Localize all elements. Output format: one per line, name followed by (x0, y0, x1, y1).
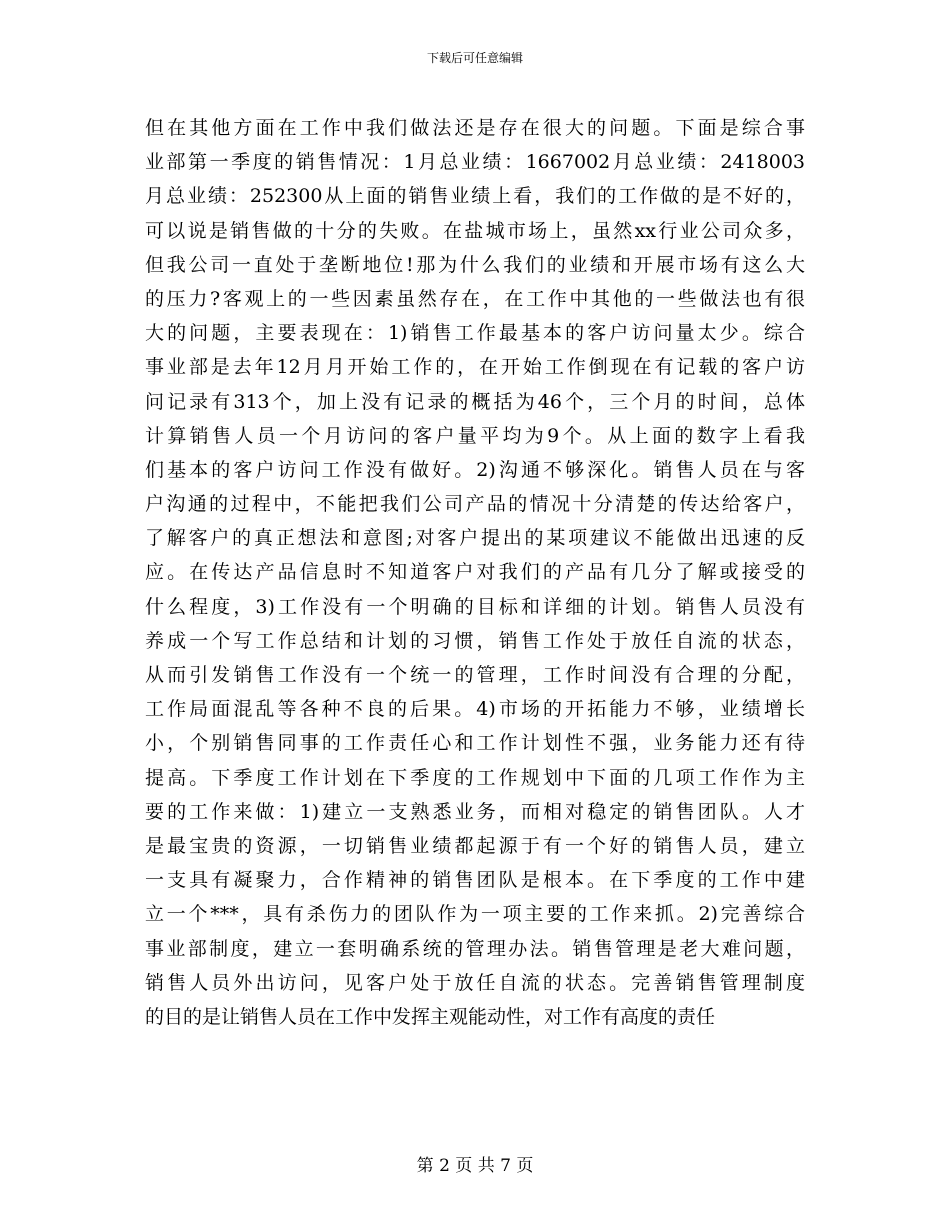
text-line: 小，个别销售同事的工作责任心和工作计划性不强，业务能力还有待 (145, 732, 805, 755)
text-line: 户沟通的过程中，不能把我们公司产品的情况十分清楚的传达给客户， (145, 493, 805, 516)
text-line: 一支具有凝聚力，合作精神的销售团队是根本。在下季度的工作中建 (145, 869, 805, 892)
text-line: 业部第一季度的销售情况：1月总业绩：1667002月总业绩：2418003 (145, 151, 805, 174)
text-line: 应。在传达产品信息时不知道客户对我们的产品有几分了解或接受的 (145, 561, 805, 584)
text-line: 从而引发销售工作没有一个统一的管理，工作时间没有合理的分配， (145, 664, 805, 686)
page-number: 第 2 页 共 7 页 (416, 1156, 534, 1176)
text-line: 养成一个写工作总结和计划的习惯，销售工作处于放任自流的状态， (145, 629, 805, 652)
text-line: 什么程度，3)工作没有一个明确的目标和详细的计划。销售人员没有 (145, 595, 805, 618)
text-line: 的目的是让销售人员在工作中发挥主观能动性，对工作有高度的责任 (145, 1005, 716, 1028)
text-line: 是最宝贵的资源，一切销售业绩都起源于有一个好的销售人员，建立 (145, 834, 805, 857)
text-line: 提高。下季度工作计划在下季度的工作规划中下面的几项工作作为主 (145, 766, 805, 789)
text-line: 要的工作来做：1)建立一支熟悉业务，而相对稳定的销售团队。人才 (145, 800, 805, 823)
text-line: 工作局面混乱等各种不良的后果。4)市场的开拓能力不够，业绩增长 (145, 698, 805, 721)
text-line: 立一个***，具有杀伤力的团队作为一项主要的工作来抓。2)完善综合 (145, 903, 805, 926)
text-line: 们基本的客户访问工作没有做好。2)沟通不够深化。销售人员在与客 (145, 458, 805, 481)
text-line: 了解客户的真正想法和意图;对客户提出的某项建议不能做出迅速的反 (145, 527, 805, 550)
text-line: 事业部是去年12月月开始工作的，在开始工作倒现在有记载的客户访 (145, 356, 805, 379)
page-header: 下载后可任意编辑 (426, 51, 523, 65)
text-line: 销售人员外出访问，见客户处于放任自流的状态。完善销售管理制度 (145, 971, 805, 994)
text-line: 事业部制度，建立一套明确系统的管理办法。销售管理是老大难问题， (145, 937, 805, 960)
text-line: 的压力?客观上的一些因素虽然存在，在工作中其他的一些做法也有很 (145, 287, 805, 310)
text-line: 大的问题，主要表现在：1)销售工作最基本的客户访问量太少。综合 (145, 322, 805, 345)
text-line: 计算销售人员一个月访问的客户量平均为9个。从上面的数字上看我 (145, 424, 805, 447)
document-body (145, 111, 805, 1034)
text-line: 月总业绩：252300从上面的销售业绩上看，我们的工作做的是不好的， (145, 185, 805, 208)
text-line: 但我公司一直处于垄断地位!那为什么我们的业绩和开展市场有这么大 (145, 253, 805, 276)
text-line: 可以说是销售做的十分的失败。在盐城市场上，虽然xx行业公司众多， (145, 219, 805, 242)
text-line: 问记录有313个，加上没有记录的概括为46个，三个月的时间，总体 (145, 390, 805, 413)
text-line: 但在其他方面在工作中我们做法还是存在很大的问题。下面是综合事 (145, 117, 805, 139)
